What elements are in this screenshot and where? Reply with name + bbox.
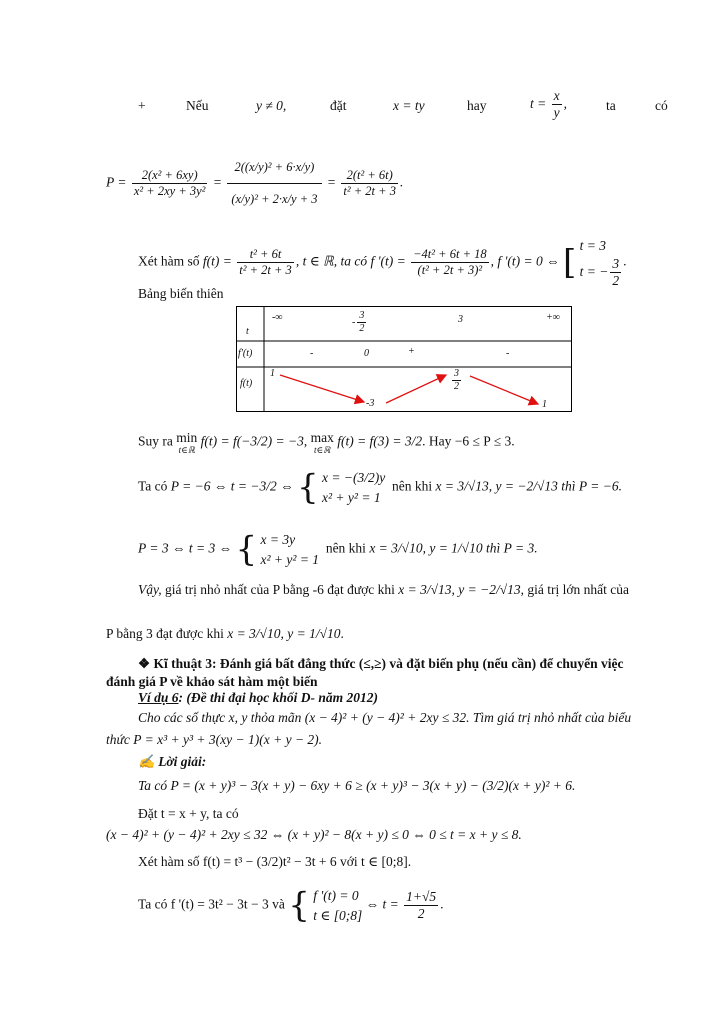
- intro-sub: x = ty: [393, 98, 425, 113]
- solution-heading: ✍ Lời giải:: [138, 754, 207, 769]
- arrow-increase: [386, 375, 446, 403]
- sign-2: +: [408, 346, 415, 357]
- solution-line-1: Ta có P = (x + y)³ − 3(x + y) − 6xy + 6 ≥ (x + y)³ − 3(x + y) − (3/2)(x + y)² + 6.: [138, 778, 576, 793]
- intro-t-frac: t = $\frac{x}{y}$ ,: [530, 88, 567, 121]
- t-plus-inf: +∞: [546, 312, 560, 323]
- p-expression: P = $\frac{\text{2(x² + 6xy)}}{\text{x² + 2xy + 3y²}}$ = $\frac{\text{2((x/y)² + 6·x/y)}}{\text{(x/y)² + 2·x/y + 3}}$ = $\frac{\text{2(t² + 6t)}}{\text{t² + 2t + 3}}$ .: [106, 152, 403, 215]
- intro-plus: +: [138, 98, 146, 113]
- case-min: Ta có P = −6 ⇔ t = −3/2 ⇔ { x = −(3/2)y x² + y² = 1 nên khi x = 3/√13, y = −2/√13 thì P = −6.: [138, 467, 622, 508]
- sign-1: -: [310, 348, 314, 359]
- intro-dat: đặt: [330, 98, 347, 113]
- solution-line-3: (x − 4)² + (y − 4)² + 2xy ≤ 32 ⇔ (x + y)² − 8(x + y) ≤ 0 ⇔ 0 ≤ t = x + y ≤ 8.: [106, 827, 522, 842]
- example-line-1: Cho các số thực x, y thỏa mãn (x − 4)² + (y − 4)² + 2xy ≤ 32. Tìm giá trị nhỏ nhất của biểu: [138, 710, 632, 725]
- intro-ta: ta: [606, 98, 616, 113]
- table-title: Bảng biến thiên: [138, 286, 224, 301]
- f-start: 1: [270, 368, 275, 379]
- arrow-decrease-1: [280, 375, 364, 402]
- t-minus-inf: -∞: [272, 312, 283, 323]
- solution-line-5: Ta có f '(t) = 3t² − 3t − 3 và { f '(t) = 0 t ∈ [0;8] ⇔ t = $\frac{1+√5}{2}$ .: [138, 885, 444, 926]
- example-line-2: thức P = x³ + y³ + 3(xy − 1)(x + y − 2).: [106, 732, 323, 747]
- case-max: P = 3 ⇔ t = 3 ⇔ { x = 3y x² + y² = 1 nên khi x = 3/√10, y = 1/√10 thì P = 3.: [138, 529, 538, 570]
- arrow-decrease-2: [470, 376, 538, 404]
- variation-table: [236, 306, 572, 412]
- example-heading: Ví dụ 6: (Đề thi đại học khối D- năm 2012): [138, 690, 379, 705]
- row-label-t: t: [246, 326, 249, 337]
- row-label-f: f(t): [240, 378, 253, 389]
- f-max: $\frac{3}{2}$: [454, 368, 459, 392]
- variation-table-grid: [236, 306, 572, 412]
- technique-title-1: ❖ Kĩ thuật 3: Đánh giá bất đẳng thức (≤,≥) và đặt biến phụ (nếu cần) để chuyển việc: [138, 656, 624, 671]
- f-min: -3: [366, 398, 375, 409]
- solution-line-2: Đặt t = x + y, ta có: [138, 806, 239, 821]
- intro-neu: Nếu: [186, 98, 209, 113]
- solution-line-4: Xét hàm số f(t) = t³ − (3/2)t² − 3t + 6 với t ∈ [0;8].: [138, 854, 412, 869]
- conclusion-minmax: Suy ra min t∈ℝ f(t) = f(−3/2) = −3, max t∈ℝ f(t) = f(3) = 3/2. Hay −6 ≤ P ≤ 3.: [138, 430, 515, 455]
- t-minus-three-half: - $\frac{3}{2}$: [352, 310, 365, 334]
- f-end: 1: [542, 399, 547, 410]
- zero-mark: 0: [364, 348, 369, 359]
- technique-title-2: đánh giá P về khảo sát hàm một biến: [106, 674, 318, 689]
- row-label-fp: f'(t): [238, 348, 253, 359]
- sign-3: -: [506, 348, 510, 359]
- intro-co: có: [655, 98, 668, 113]
- func-line: Xét hàm số f(t) = $\frac{\text{t² + 6t}}{\text{t² + 2t + 3}}$ , t ∈ ℝ, ta có f '(t) = $\frac{\text{−4t² + 6t + 18}}{\text{(t² + 2t + 3)²}}$ , f '(t) = 0 ⇔ [ t = 3 t = − $\frac{3}{2}$ .: [138, 238, 627, 288]
- summary-line-2: P bằng 3 đạt được khi x = 3/√10, y = 1/√10.: [106, 626, 344, 641]
- intro-hay: hay: [467, 98, 487, 113]
- intro-cond: y ≠ 0,: [256, 98, 287, 113]
- pen-icon: ✍: [138, 754, 155, 769]
- t-three: 3: [458, 314, 463, 325]
- summary-line-1: Vậy, giá trị nhỏ nhất của P bằng -6 đạt được khi x = 3/√13, y = −2/√13, giá trị lớn nhất của: [138, 582, 630, 597]
